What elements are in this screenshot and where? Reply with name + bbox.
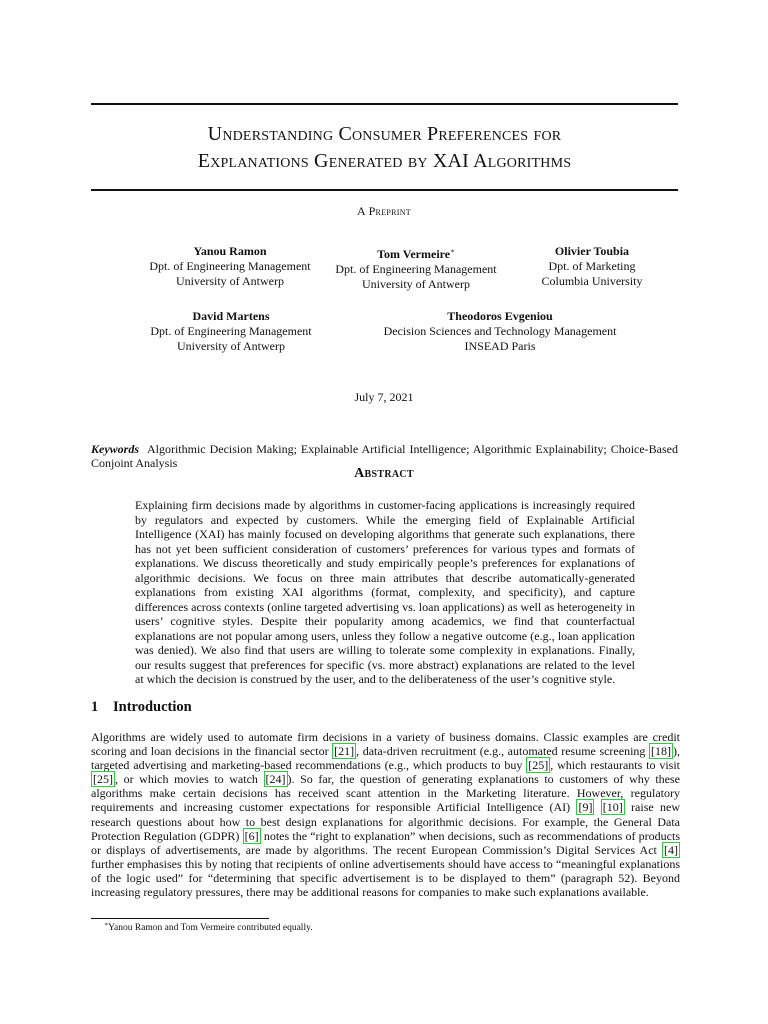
citation-link[interactable]: [9]	[578, 800, 593, 815]
abstract-heading: Abstract	[354, 466, 414, 481]
top-rule	[91, 103, 678, 105]
keywords-text: Algorithmic Decision Making; Explainable Artificial Intelligence; Algorithmic Explainability; Choice-Based Conjoint Analysis	[91, 442, 679, 470]
footnote-mark: ∗	[104, 922, 109, 928]
author-name: Yanou Ramon	[193, 244, 267, 258]
footnote-text: Yanou Ramon and Tom Vermeire contributed equally.	[108, 923, 313, 934]
publication-date: July 7, 2021	[354, 390, 414, 404]
citation-link[interactable]: [25]	[528, 758, 549, 773]
author-block	[111, 309, 351, 354]
author-block	[512, 244, 672, 289]
author-affiliation: Decision Sciences and Technology Management	[383, 324, 617, 338]
section-heading	[91, 699, 192, 716]
author-affiliation: Dpt. of Engineering Management	[150, 324, 312, 338]
preprint-label: A Preprint	[356, 204, 411, 218]
citation-link[interactable]: [21]	[334, 744, 355, 759]
paper-title	[91, 121, 678, 175]
title-line-1: Understanding Consumer Preferences for	[207, 123, 562, 145]
body-paragraph: Algorithms are widely used to automate firm decisions in a variety of business domains. Classic examples are credit scoring and loan decisions in the financial sector [21] , data-driven recruitment (e.g., automated resume screening [18] ), targeted advertising and marketing-based recommendations (e.g., which products to buy [25] , which restaurants to visit [25] , or which movies to watch [24] ). So far, the question of generating explanations to customers of why these algorithms make certain decisions has received scant attention in the Marketing literature. However, regulatory requirements and increasing customer expectations for responsible Artificial Intelligence (AI) [9] [10] raise new research questions about how to best design explanations for algorithmic decisions. For example, the General Data Protection Regulation (GDPR) [6] notes the “right to explanation” when decisions, such as recommendations of products or displays of advertisements, are made by algorithms. The recent European Commission’s Digital Services Act [4] further emphasises this by noting that recipients of online advertisements should have access to “meaningful explanations of the logic used” for “determining that specific advertisement is to be displayed to them” (paragraph 52). Beyond increasing regulatory pressures, there may be additional reasons for companies to make such explanations available.	[91, 730, 680, 900]
author-affiliation: Dpt. of Marketing	[548, 259, 636, 273]
author-institution: INSEAD Paris	[464, 339, 536, 353]
author-block	[296, 244, 536, 292]
section-title: Introduction	[113, 699, 192, 715]
citation-link[interactable]: [18]	[651, 744, 671, 759]
citation-link[interactable]: [25]	[93, 772, 113, 787]
title-line-2: Explanations Generated by XAI Algorithms	[197, 150, 572, 172]
citation-link[interactable]: [24]	[265, 772, 286, 787]
author-affiliation: Dpt. of Engineering Management	[335, 262, 497, 276]
citation-link[interactable]: [4]	[664, 842, 678, 857]
keywords-label: Keywords	[91, 442, 139, 456]
footnote	[104, 921, 313, 933]
author-name: David Martens	[192, 309, 270, 323]
title-bottom-rule	[91, 189, 678, 191]
author-institution: Columbia University	[541, 274, 643, 288]
abstract-text: Explaining firm decisions made by algorithms in customer-facing applications is increasingly required by regulators and expected by customers. While the emerging field of Explainable Artificial Intelligence (XAI) has mainly focused on developing algorithms that generate such explanations, there has not yet been sufficient consideration of customers’ preferences for various types and formats of explanations. We discuss theoretically and study empirically people’s preferences for explanations of algorithmic decisions. We focus on three main attributes that describe automatically-generated explanations from existing XAI algorithms (format, complexity, and specificity), and capture differences across contexts (online targeted advertising vs. loan applications) as well as heterogeneity in users’ cognitive styles. Despite their popularity among academics, we find that counterfactual explanations are not popular among users, unless they follow a negative outcome (e.g., loan application was denied). We also find that users are willing to tolerate some complexity in explanations. Finally, our results suggest that preferences for specific (vs. more abstract) explanations are related to the level at which the decision is construed by the user, and to the deliberateness of the user’s cognitive style.	[135, 498, 635, 686]
author-footnote-mark: ∗	[450, 247, 455, 255]
author-block	[360, 309, 640, 354]
author-name: Tom Vermeire∗	[377, 247, 455, 261]
citation-link[interactable]: [10]	[602, 800, 623, 815]
citation-link[interactable]: [6]	[244, 828, 259, 843]
author-institution: University of Antwerp	[177, 339, 285, 353]
section-number: 1	[91, 699, 99, 715]
author-name: Theodoros Evgeniou	[447, 309, 553, 323]
author-affiliation: Dpt. of Engineering Management	[149, 259, 311, 273]
footnote-rule	[91, 918, 269, 919]
author-institution: University of Antwerp	[176, 274, 284, 288]
author-name: Olivier Toubia	[554, 244, 630, 258]
author-institution: University of Antwerp	[362, 277, 470, 291]
